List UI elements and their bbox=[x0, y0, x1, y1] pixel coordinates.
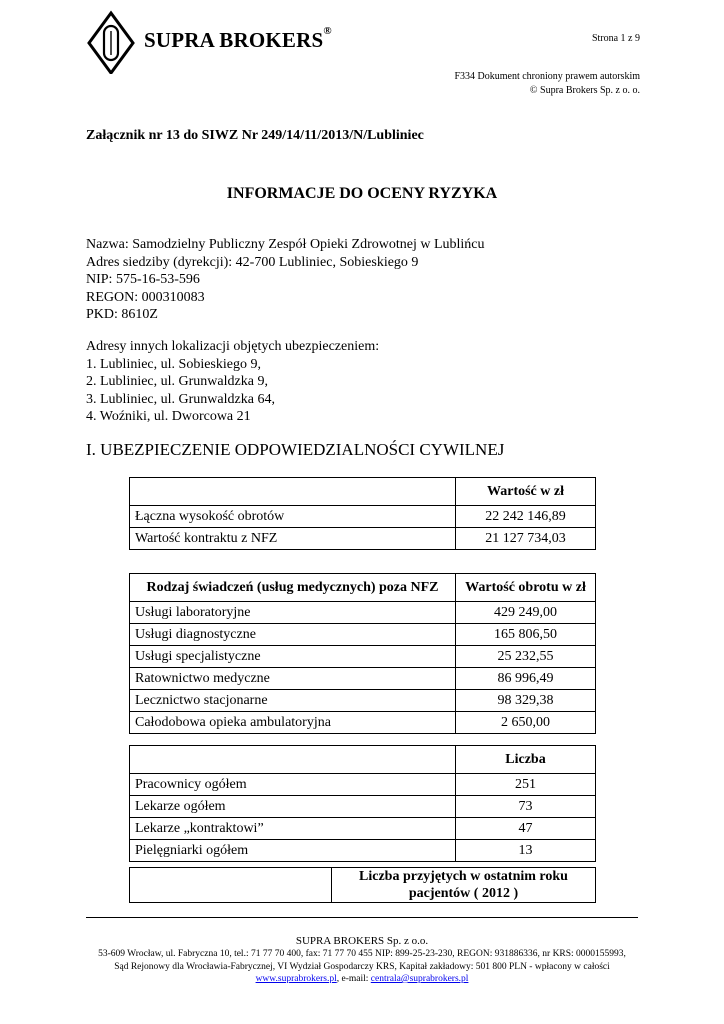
footer-company: SUPRA BROKERS Sp. z o.o. bbox=[295, 935, 429, 947]
table-row bbox=[130, 774, 596, 796]
row-value: 2 650,00 bbox=[456, 712, 596, 734]
footer-divider bbox=[86, 917, 638, 918]
footer-registry: Sąd Rejonowy dla Wrocławia-Fabrycznej, VI Wydział Gospodarczy KRS, Kapitał zakładowy: 501 800 PLN - wpłacony w całości bbox=[114, 961, 610, 972]
header-cell bbox=[130, 478, 456, 506]
brand-name: SUPRA BROKERS® bbox=[144, 25, 332, 52]
row-value: 429 249,00 bbox=[456, 602, 596, 624]
table-header-row bbox=[130, 868, 596, 903]
row-value: 22 242 146,89 bbox=[456, 506, 596, 528]
row-value: 13 bbox=[456, 840, 596, 862]
copyright-line-1: F334 Dokument chroniony prawem autorskim bbox=[454, 71, 640, 82]
table-row bbox=[130, 690, 596, 712]
table-row bbox=[130, 506, 596, 528]
header-line: pacjentów ( 2012 ) bbox=[408, 886, 519, 901]
row-value: 86 996,49 bbox=[456, 668, 596, 690]
entity-regon: REGON: 000310083 bbox=[86, 289, 205, 305]
staff-table bbox=[129, 745, 596, 862]
location-item: 1. Lubliniec, ul. Sobieskiego 9, bbox=[86, 356, 261, 372]
header-cell bbox=[130, 746, 456, 774]
table-row bbox=[130, 646, 596, 668]
header-line: Liczba przyjętych w ostatnim roku bbox=[359, 869, 568, 884]
row-label: Usługi diagnostyczne bbox=[130, 624, 456, 646]
row-value: 25 232,55 bbox=[456, 646, 596, 668]
row-label: Usługi laboratoryjne bbox=[130, 602, 456, 624]
attachment-title: Załącznik nr 13 do SIWZ Nr 249/14/11/2013/N/Lubliniec bbox=[86, 128, 424, 143]
location-item: 3. Lubliniec, ul. Grunwaldzka 64, bbox=[86, 391, 275, 407]
header-cell: Wartość obrotu w zł bbox=[456, 574, 596, 602]
row-value: 21 127 734,03 bbox=[456, 528, 596, 550]
row-value: 47 bbox=[456, 818, 596, 840]
header-cell bbox=[130, 868, 332, 903]
table-header-row bbox=[130, 574, 596, 602]
row-value: 98 329,38 bbox=[456, 690, 596, 712]
location-item: 4. Woźniki, ul. Dworcowa 21 bbox=[86, 409, 251, 424]
header-cell bbox=[332, 868, 596, 903]
table-row bbox=[130, 668, 596, 690]
row-label: Wartość kontraktu z NFZ bbox=[130, 528, 456, 550]
row-value: 251 bbox=[456, 774, 596, 796]
services-table bbox=[129, 573, 596, 734]
footer-contact bbox=[60, 973, 664, 986]
page-number: Strona 1 z 9 bbox=[591, 33, 640, 44]
locations-heading: Adresy innych lokalizacji objętych ubezpieczeniem: bbox=[86, 339, 380, 354]
row-label: Lekarze ogółem bbox=[130, 796, 456, 818]
patients-table bbox=[129, 867, 596, 903]
table-header-row bbox=[130, 746, 596, 774]
table-row bbox=[130, 528, 596, 550]
row-label: Pracownicy ogółem bbox=[130, 774, 456, 796]
row-value: 73 bbox=[456, 796, 596, 818]
table-row bbox=[130, 712, 596, 734]
table-row bbox=[130, 624, 596, 646]
entity-address: Adres siedziby (dyrekcji): 42-700 Lubliniec, Sobieskiego 9 bbox=[86, 254, 419, 270]
row-label: Łączna wysokość obrotów bbox=[130, 506, 456, 528]
entity-pkd: PKD: 8610Z bbox=[86, 307, 158, 322]
location-item: 2. Lubliniec, ul. Grunwaldzka 9, bbox=[86, 374, 268, 389]
footer bbox=[60, 934, 664, 986]
header-cell: Rodzaj świadczeń (usług medycznych) poza NFZ bbox=[130, 574, 456, 602]
entity-name: Nazwa: Samodzielny Publiczny Zespół Opieki Zdrowotnej w Lublińcu bbox=[86, 237, 485, 252]
header-cell: Liczba bbox=[456, 746, 596, 774]
header-cell: Wartość w zł bbox=[456, 478, 596, 506]
locations-list bbox=[86, 338, 379, 426]
section-title-liability: I. UBEZPIECZENIE ODPOWIEDZIALNOŚCI CYWILNEJ bbox=[86, 440, 505, 459]
row-label: Usługi specjalistyczne bbox=[130, 646, 456, 668]
entity-nip: NIP: 575-16-53-596 bbox=[86, 272, 200, 287]
website-link[interactable]: www.suprabrokers.pl bbox=[255, 974, 337, 984]
copyright-line-2: © Supra Brokers Sp. z o. o. bbox=[529, 85, 640, 96]
table-row bbox=[130, 818, 596, 840]
table-row bbox=[130, 602, 596, 624]
entity-info bbox=[86, 236, 485, 324]
email-link[interactable]: centrala@suprabrokers.pl bbox=[370, 974, 469, 984]
turnover-table bbox=[129, 477, 596, 550]
row-label: Lekarze „kontraktowi” bbox=[130, 818, 456, 840]
row-label: Pielęgniarki ogółem bbox=[130, 840, 456, 862]
table-row bbox=[130, 796, 596, 818]
page-title: INFORMACJE DO OCENY RYZYKA bbox=[226, 185, 498, 202]
footer-address: 53-609 Wrocław, ul. Fabryczna 10, tel.: 71 77 70 400, fax: 71 77 70 455 NIP: 899-25-23-230, REGON: 931886336, nr KRS: 0000155993, bbox=[98, 949, 626, 959]
table-row bbox=[130, 840, 596, 862]
row-label: Całodobowa opieka ambulatoryjna bbox=[130, 712, 456, 734]
email-label: , e-mail: bbox=[336, 974, 371, 984]
row-label: Ratownictwo medyczne bbox=[130, 668, 456, 690]
row-value: 165 806,50 bbox=[456, 624, 596, 646]
row-label: Lecznictwo stacjonarne bbox=[130, 690, 456, 712]
copyright-note bbox=[454, 70, 640, 98]
table-header-row bbox=[130, 478, 596, 506]
